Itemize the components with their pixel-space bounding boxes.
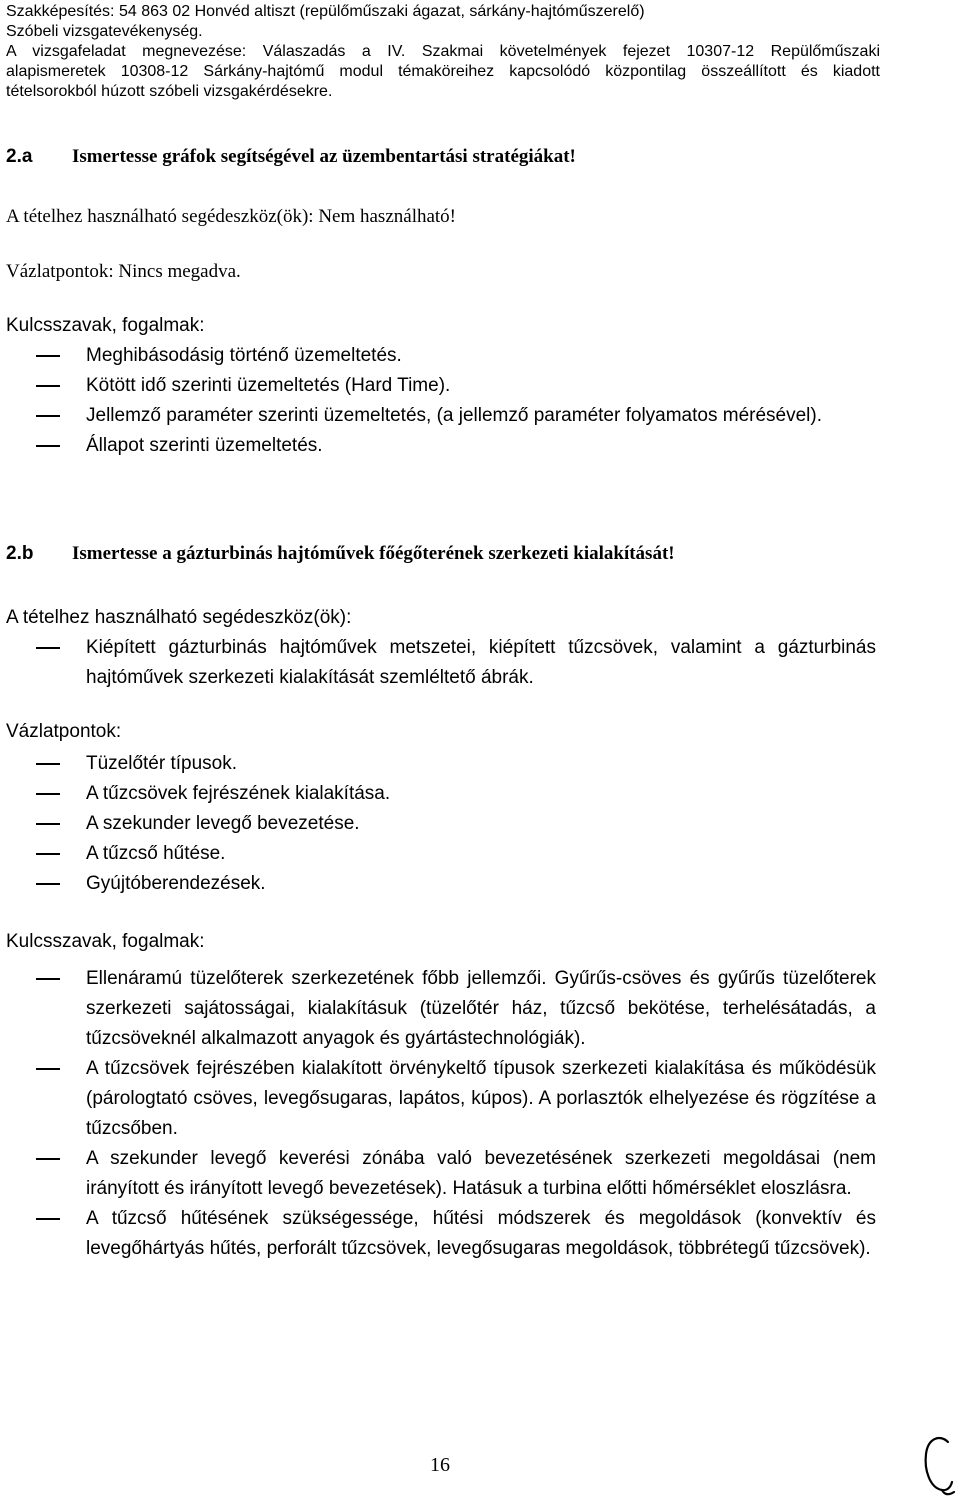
dash-bullet	[36, 385, 60, 387]
dash-bullet	[36, 415, 60, 417]
dash-bullet	[36, 1068, 60, 1070]
list-item: Ellenáramú tüzelőterek szerkezetének főbb jellemzői. Gyűrűs-csöves és gyűrűs tüzelőterek szerkezeti sajátosságai, kialakításuk (tüzelőtér ház, tűzcső bekötése, terhelésátadás, a tűzcsöveknél alkalmazott anyagok és gyártástechnológiák).	[36, 964, 876, 1054]
dash-bullet	[36, 355, 60, 357]
header-task-line-1: A vizsgafeladat megnevezése: Válaszadás a IV. Szakmai követelmények fejezet 10307-12 Repülőműszaki	[6, 43, 880, 60]
keywords-label-2b: Kulcsszavak, fogalmak:	[6, 931, 205, 952]
header-exam-activity: Szóbeli vizsgatevékenység.	[6, 23, 203, 40]
dash-bullet	[36, 1218, 60, 1220]
list-item: A tűzcsövek fejrészének kialakítása.	[36, 779, 876, 809]
list-item: A tűzcső hűtésének szükségessége, hűtési módszerek és megoldások (konvektív és levegőhártyás hűtés, perforált tűzcsövek, levegősugaras megoldások, többrétegű tűzcsövek).	[36, 1204, 876, 1264]
document-header	[6, 2, 880, 102]
question-number: 2.a	[6, 146, 33, 167]
handwritten-initial-mark	[918, 1430, 958, 1500]
dash-bullet	[36, 763, 60, 765]
list-item: A szekunder levegő bevezetése.	[36, 809, 876, 839]
dash-bullet	[36, 793, 60, 795]
question-text: Ismertesse a gázturbinás hajtóművek főégőterének szerkezeti kialakítását!	[72, 543, 675, 564]
keywords-label-2a: Kulcsszavak, fogalmak:	[6, 315, 205, 336]
header-qualification: Szakképesítés: 54 863 02 Honvéd altiszt (repülőműszaki ágazat, sárkány-hajtóműszerelő)	[6, 3, 645, 20]
dash-bullet	[36, 978, 60, 980]
question-text: Ismertesse gráfok segítségével az üzembentartási stratégiákat!	[72, 146, 576, 167]
outline-list-2b	[36, 749, 876, 899]
dash-bullet	[36, 445, 60, 447]
header-task-line-2: alapismeretek 10308-12 Sárkány-hajtómű modul témaköreihez kapcsolódó központilag összeállított és kiadott	[6, 63, 880, 80]
list-item: Jellemző paraméter szerinti üzemeltetés, (a jellemző paraméter folyamatos mérésével).	[36, 401, 876, 431]
list-item: Kötött idő szerinti üzemeltetés (Hard Time).	[36, 371, 876, 401]
page-number: 16	[430, 1454, 450, 1476]
list-item: Állapot szerinti üzemeltetés.	[36, 431, 876, 461]
list-item: A tűzcső hűtése.	[36, 839, 876, 869]
dash-bullet	[36, 853, 60, 855]
list-item: Kiépített gázturbinás hajtóművek metszetei, kiépített tűzcsövek, valamint a gázturbinás hajtóművek szerkezeti kialakítását szemléltető ábrák.	[36, 633, 876, 693]
keywords-list-2b	[36, 964, 876, 1264]
list-item: Meghibásodásig történő üzemeltetés.	[36, 341, 876, 371]
dash-bullet	[36, 647, 60, 649]
tools-list-2b	[36, 633, 876, 693]
dash-bullet	[36, 883, 60, 885]
list-item: A szekunder levegő keverési zónába való bevezetésének szerkezeti megoldásai (nem irányított és irányított levegő bevezetések). Hatásuk a turbina előtti hőmérséklet eloszlásra.	[36, 1144, 876, 1204]
list-item: Gyújtóberendezések.	[36, 869, 876, 899]
tools-label-2b: A tételhez használható segédeszköz(ök):	[6, 607, 352, 628]
tools-2a: A tételhez használható segédeszköz(ök): Nem használható!	[6, 206, 457, 227]
question-number: 2.b	[6, 543, 34, 564]
dash-bullet	[36, 1158, 60, 1160]
outline-2a: Vázlatpontok: Nincs megadva.	[6, 261, 241, 282]
keywords-list-2a	[36, 341, 876, 461]
dash-bullet	[36, 823, 60, 825]
list-item: Tüzelőtér típusok.	[36, 749, 876, 779]
list-item: A tűzcsövek fejrészében kialakított örvénykeltő típusok szerkezeti kialakítása és működésük (párologtató csöves, levegősugaras, lapátos, kúpos). A porlasztók elhelyezése és rögzítése a tűzcsőben.	[36, 1054, 876, 1144]
header-task-line-3: tételsorokból húzott szóbeli vizsgakérdésekre.	[6, 83, 333, 100]
outline-label-2b: Vázlatpontok:	[6, 721, 122, 742]
